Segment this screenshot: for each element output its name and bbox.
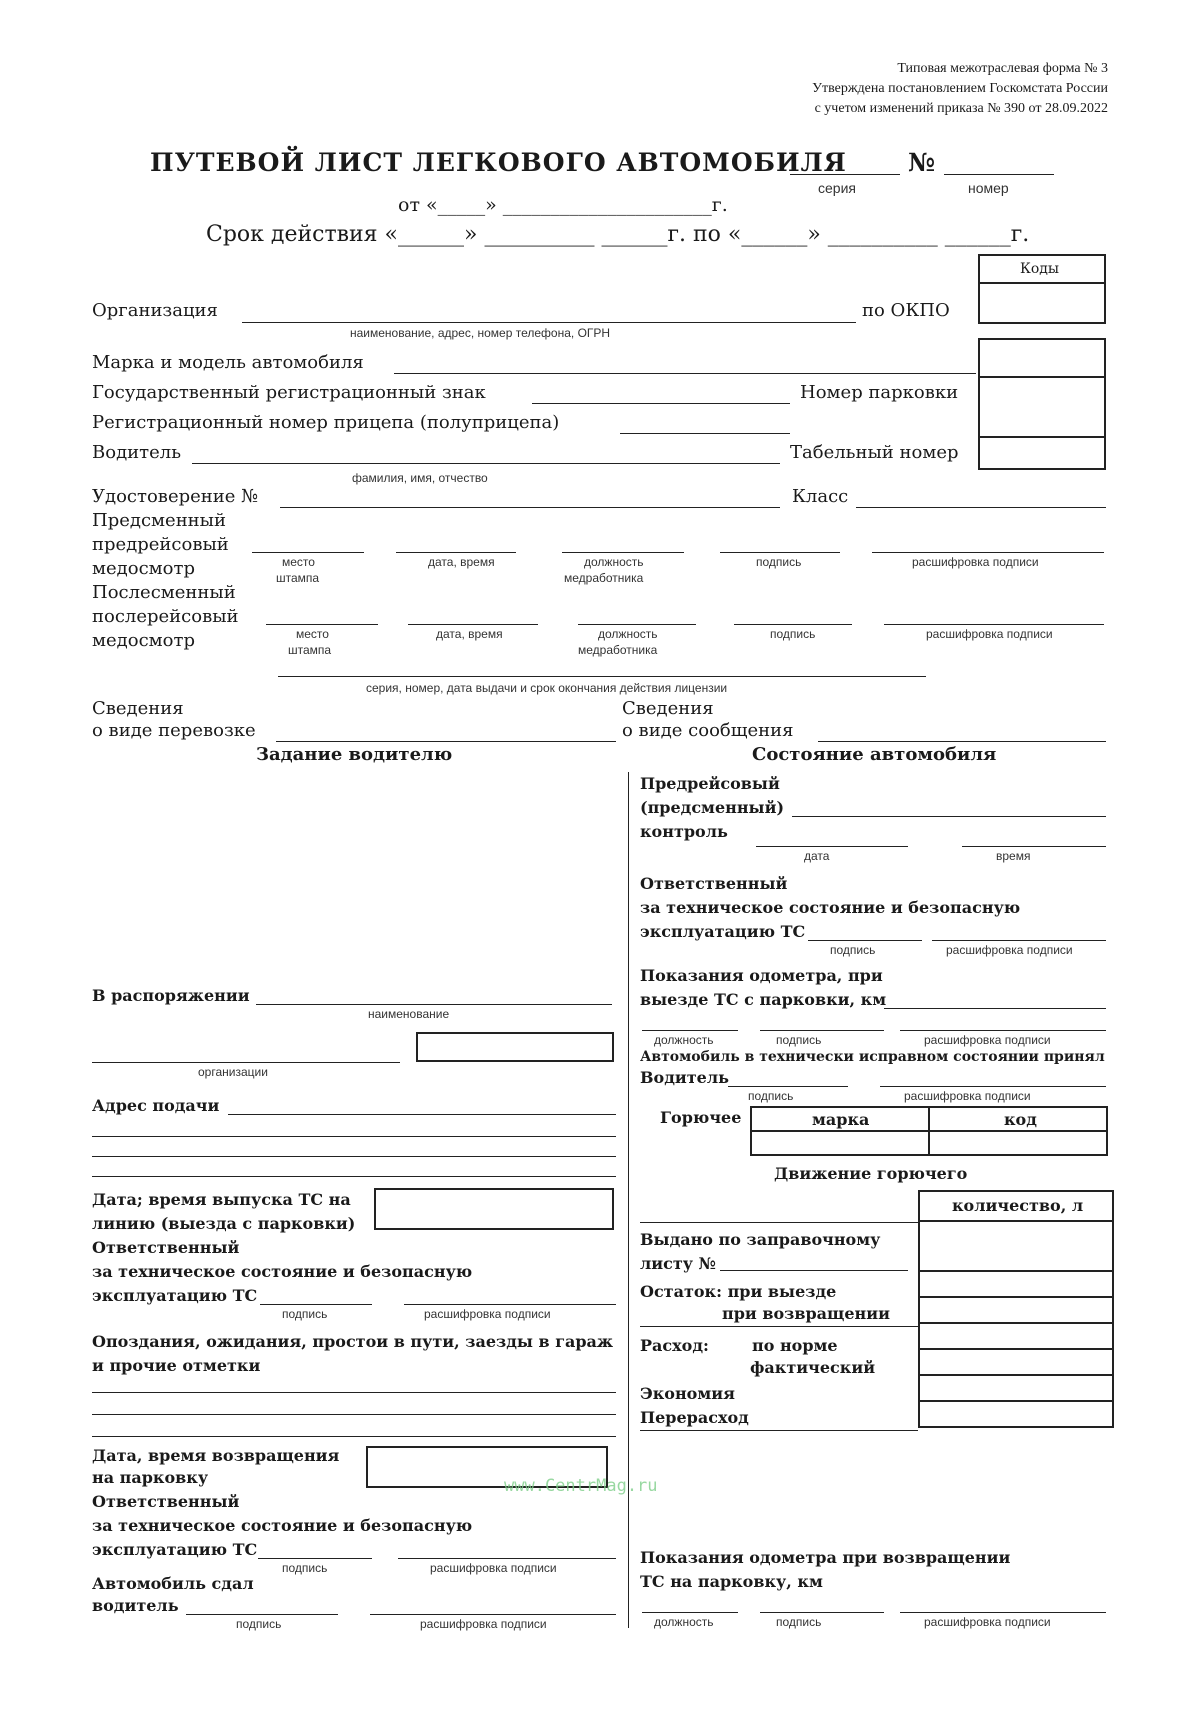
- license-info-caption: серия, номер, дата выдачи и срок окончания действия лицензии: [366, 681, 728, 695]
- license-label: Удостоверение №: [92, 486, 259, 507]
- release-datetime-cell[interactable]: [374, 1188, 614, 1230]
- handed-decoding-field[interactable]: [370, 1614, 616, 1615]
- return-label-1: Дата, время возвращения: [92, 1446, 340, 1465]
- number-field[interactable]: [944, 174, 1054, 175]
- right-resp-label-3: эксплуатацию ТС: [640, 922, 806, 941]
- post-medical-label-3: медосмотр: [92, 630, 195, 651]
- release-label-2: линию (выезда с парковки): [92, 1214, 356, 1233]
- tab-number-cell[interactable]: [978, 436, 1106, 470]
- usage-label: Расход:: [640, 1336, 709, 1355]
- validity-line[interactable]: Срок действия «______» __________ ______г. по «______» __________ ______г.: [206, 222, 1030, 247]
- odo-return-signature-field[interactable]: [760, 1612, 884, 1613]
- fuel-label: Горючее: [660, 1108, 742, 1127]
- number-caption: номер: [968, 180, 1009, 196]
- fuel-table-rule-1: [640, 1222, 918, 1223]
- handed-label-1: Автомобиль сдал: [92, 1574, 254, 1593]
- qty-overuse-cell[interactable]: [918, 1400, 1114, 1428]
- odo-out-position-field[interactable]: [642, 1030, 738, 1031]
- watermark: www.CentrMag.ru: [504, 1476, 658, 1496]
- odo-return-label-1: Показания одометра при возвращении: [640, 1548, 1011, 1567]
- pretrip-label-2: (предсменный): [640, 798, 785, 817]
- organization-field[interactable]: [242, 322, 856, 323]
- qty-norm-cell[interactable]: [918, 1322, 1114, 1350]
- handed-decoding-caption: расшифровка подписи: [420, 1617, 547, 1631]
- pre-medical-position-field[interactable]: [562, 552, 684, 553]
- rest-label-2: при возвращении: [722, 1304, 890, 1323]
- post-medical-label-2: послерейсовый: [92, 606, 239, 627]
- resp-label-2: за техническое состояние и безопасную: [92, 1262, 473, 1281]
- resp2-signature-caption: подпись: [282, 1561, 328, 1575]
- disposal-label: В распоряжении: [92, 986, 250, 1005]
- pretrip-date-caption: дата: [804, 849, 830, 863]
- address-field-4[interactable]: [92, 1176, 616, 1177]
- pre-medical-label-3: медосмотр: [92, 558, 195, 579]
- right-driver-decoding-field[interactable]: [880, 1086, 1106, 1087]
- handed-signature-field[interactable]: [186, 1614, 338, 1615]
- pre-medical-stamp-field[interactable]: [252, 552, 364, 553]
- rest-label-1: Остаток: при выезде: [640, 1282, 837, 1301]
- address-field-1[interactable]: [228, 1114, 616, 1115]
- odo-return-label-2: ТС на парковку, км: [640, 1572, 823, 1591]
- transport-type-label-1: Сведения: [92, 698, 184, 719]
- odo-out-label-2: выезде ТС с парковки, км: [640, 990, 887, 1009]
- qty-economy-cell[interactable]: [918, 1374, 1114, 1402]
- odo-out-signature-field[interactable]: [760, 1030, 884, 1031]
- post-medical-signature-field[interactable]: [734, 624, 852, 625]
- usage-norm-label: по норме: [752, 1336, 838, 1355]
- amendment-line: с учетом изменений приказа № 390 от 28.09.2022: [814, 101, 1108, 116]
- odo-return-position-caption: должность: [654, 1615, 714, 1629]
- post-medical-datetime-field[interactable]: [408, 624, 538, 625]
- number-sign: №: [908, 148, 936, 177]
- qty-rest-return-cell[interactable]: [918, 1296, 1114, 1324]
- accepted-label: Автомобиль в технически исправном состоянии принял: [640, 1049, 1105, 1065]
- disposal-name-caption: наименование: [368, 1007, 450, 1021]
- right-resp-decoding-field[interactable]: [932, 940, 1106, 941]
- release-label-1: Дата; время выпуска ТС на: [92, 1190, 351, 1209]
- odo-return-decoding-caption: расшифровка подписи: [924, 1615, 1051, 1629]
- post-medical-decoding-field[interactable]: [884, 624, 1104, 625]
- car-model-code-cell[interactable]: [978, 338, 1106, 378]
- issued-sheet-field[interactable]: [720, 1270, 908, 1271]
- post-datetime-caption: дата, время: [436, 627, 503, 641]
- post-stamp-caption-1: место: [296, 627, 329, 641]
- post-medical-label-1: Послесменный: [92, 582, 236, 603]
- form-type-line: Типовая межотраслевая форма № 3: [897, 61, 1108, 76]
- approved-line: Утверждена постановлением Госкомстата России: [812, 81, 1108, 96]
- odo-out-position-caption: должность: [654, 1033, 714, 1047]
- page-title: ПУТЕВОЙ ЛИСТ ЛЕГКОВОГО АВТОМОБИЛЯ: [150, 148, 847, 177]
- usage-fact-label: фактический: [750, 1358, 876, 1377]
- organization-label: Организация: [92, 300, 218, 321]
- right-driver-label: Водитель: [640, 1068, 729, 1087]
- resp-decoding-caption: расшифровка подписи: [424, 1307, 551, 1321]
- disposal-code-cell[interactable]: [416, 1032, 614, 1062]
- pretrip-date-field[interactable]: [756, 846, 908, 847]
- qty-issued-cell[interactable]: [918, 1220, 1114, 1272]
- issue-date-line[interactable]: от «_____» ______________________г.: [398, 194, 728, 216]
- odo-return-decoding-field[interactable]: [900, 1612, 1106, 1613]
- resp2-label-1: Ответственный: [92, 1492, 240, 1511]
- car-model-label: Марка и модель автомобиля: [92, 352, 364, 373]
- pre-medical-signature-field[interactable]: [720, 552, 840, 553]
- odo-out-label-1: Показания одометра, при: [640, 966, 883, 985]
- driver-caption: фамилия, имя, отчество: [352, 471, 488, 485]
- trailer-number-label: Регистрационный номер прицепа (полуприцепа): [92, 412, 560, 433]
- driver-task-title: Задание водителю: [256, 744, 453, 765]
- address-field-2[interactable]: [92, 1136, 616, 1137]
- fuel-table-rule-2: [640, 1326, 918, 1327]
- reg-plate-field[interactable]: [532, 403, 790, 404]
- pre-stamp-caption-2: штампа: [276, 571, 320, 585]
- car-model-field[interactable]: [394, 373, 976, 374]
- overuse-label: Перерасход: [640, 1408, 749, 1427]
- address-label: Адрес подачи: [92, 1096, 220, 1115]
- post-decoding-caption: расшифровка подписи: [926, 627, 1053, 641]
- resp2-decoding-caption: расшифровка подписи: [430, 1561, 557, 1575]
- pretrip-time-caption: время: [996, 849, 1031, 863]
- license-info-field[interactable]: [278, 676, 926, 677]
- disposal-org-field[interactable]: [92, 1062, 400, 1063]
- disposal-org-caption: организации: [198, 1065, 268, 1079]
- parking-number-cell[interactable]: [978, 376, 1106, 438]
- resp-label-1: Ответственный: [92, 1238, 240, 1257]
- fuel-brand-cell[interactable]: [750, 1130, 930, 1156]
- parking-number-label: Номер парковки: [800, 382, 959, 403]
- delays-field-3[interactable]: [92, 1436, 616, 1437]
- disposal-field[interactable]: [256, 1004, 612, 1005]
- pre-decoding-caption: расшифровка подписи: [912, 555, 1039, 569]
- post-medical-position-field[interactable]: [578, 624, 696, 625]
- pretrip-time-field[interactable]: [962, 846, 1106, 847]
- issued-label-1: Выдано по заправочному: [640, 1230, 881, 1249]
- pretrip-label-1: Предрейсовый: [640, 774, 780, 793]
- pre-medical-decoding-field[interactable]: [872, 552, 1104, 553]
- odo-out-signature-caption: подпись: [776, 1033, 822, 1047]
- post-signature-caption: подпись: [770, 627, 816, 641]
- fuel-movement-label: Движение горючего: [774, 1164, 968, 1183]
- pretrip-label-3: контроль: [640, 822, 728, 841]
- pre-medical-datetime-field[interactable]: [396, 552, 516, 553]
- message-type-label-2: о виде сообщения: [622, 720, 794, 741]
- handed-signature-caption: подпись: [236, 1617, 282, 1631]
- center-divider: [628, 772, 629, 1628]
- transport-type-field[interactable]: [276, 741, 616, 742]
- pre-datetime-caption: дата, время: [428, 555, 495, 569]
- qty-fact-cell[interactable]: [918, 1348, 1114, 1376]
- resp-label-3: эксплуатацию ТС: [92, 1286, 258, 1305]
- resp2-decoding-field[interactable]: [398, 1558, 616, 1559]
- address-field-3[interactable]: [92, 1156, 616, 1157]
- fuel-table-rule-3: [640, 1430, 918, 1431]
- vehicle-state-title: Состояние автомобиля: [752, 744, 997, 765]
- pre-medical-label-1: Предсменный: [92, 510, 227, 531]
- reg-plate-label: Государственный регистрационный знак: [92, 382, 486, 403]
- message-type-field[interactable]: [818, 741, 1106, 742]
- okpo-label: по ОКПО: [862, 300, 950, 321]
- post-stamp-caption-2: штампа: [288, 643, 332, 657]
- okpo-code-cell[interactable]: [978, 282, 1106, 324]
- odo-return-position-field[interactable]: [642, 1612, 738, 1613]
- odo-out-decoding-caption: расшифровка подписи: [924, 1033, 1051, 1047]
- post-position-caption-2: медработника: [578, 643, 658, 657]
- trailer-number-field[interactable]: [620, 433, 790, 434]
- message-type-label-1: Сведения: [622, 698, 714, 719]
- driver-field[interactable]: [192, 463, 780, 464]
- tab-number-label: Табельный номер: [790, 442, 959, 463]
- driver-label: Водитель: [92, 442, 181, 463]
- odo-out-field[interactable]: [884, 1008, 1106, 1009]
- right-resp-signature-caption: подпись: [830, 943, 876, 957]
- post-medical-stamp-field[interactable]: [266, 624, 378, 625]
- return-label-2: на парковку: [92, 1468, 209, 1487]
- resp-signature-field[interactable]: [260, 1304, 372, 1305]
- pre-signature-caption: подпись: [756, 555, 802, 569]
- right-driver-decoding-caption: расшифровка подписи: [904, 1089, 1031, 1103]
- transport-type-label-2: о виде перевозке: [92, 720, 256, 741]
- post-position-caption-1: должность: [598, 627, 658, 641]
- right-resp-decoding-caption: расшифровка подписи: [946, 943, 1073, 957]
- resp-decoding-field[interactable]: [404, 1304, 616, 1305]
- right-driver-signature-field[interactable]: [728, 1086, 848, 1087]
- right-resp-signature-field[interactable]: [808, 940, 922, 941]
- fuel-brand-label: марка: [812, 1110, 870, 1129]
- issued-label-2: листу №: [640, 1254, 717, 1273]
- delays-field-1[interactable]: [92, 1392, 616, 1393]
- delays-label-2: и прочие отметки: [92, 1356, 261, 1375]
- economy-label: Экономия: [640, 1384, 735, 1403]
- fuel-code-label: код: [1004, 1110, 1037, 1129]
- pre-position-caption-1: должность: [584, 555, 644, 569]
- resp2-signature-field[interactable]: [258, 1558, 372, 1559]
- qty-header-label: количество, л: [952, 1196, 1084, 1215]
- right-resp-label-2: за техническое состояние и безопасную: [640, 898, 1021, 917]
- fuel-code-cell[interactable]: [928, 1130, 1108, 1156]
- resp2-label-3: эксплуатацию ТС: [92, 1540, 258, 1559]
- odo-return-signature-caption: подпись: [776, 1615, 822, 1629]
- delays-label-1: Опоздания, ожидания, простои в пути, заезды в гараж: [92, 1332, 614, 1351]
- class-label: Класс: [792, 486, 849, 507]
- series-field[interactable]: [790, 174, 900, 175]
- pre-medical-label-2: предрейсовый: [92, 534, 229, 555]
- license-field[interactable]: [280, 507, 780, 508]
- codes-label: Коды: [1020, 261, 1060, 277]
- organization-caption: наименование, адрес, номер телефона, ОГРН: [350, 326, 611, 340]
- qty-rest-out-cell[interactable]: [918, 1270, 1114, 1298]
- resp2-label-2: за техническое состояние и безопасную: [92, 1516, 473, 1535]
- pre-position-caption-2: медработника: [564, 571, 644, 585]
- resp-signature-caption: подпись: [282, 1307, 328, 1321]
- right-resp-label-1: Ответственный: [640, 874, 788, 893]
- series-caption: серия: [818, 180, 856, 196]
- pretrip-field[interactable]: [792, 816, 1106, 817]
- odo-out-decoding-field[interactable]: [900, 1030, 1106, 1031]
- pre-stamp-caption-1: место: [282, 555, 315, 569]
- right-driver-signature-caption: подпись: [748, 1089, 794, 1103]
- handed-label-2: водитель: [92, 1596, 179, 1615]
- delays-field-2[interactable]: [92, 1414, 616, 1415]
- class-field[interactable]: [856, 507, 1106, 508]
